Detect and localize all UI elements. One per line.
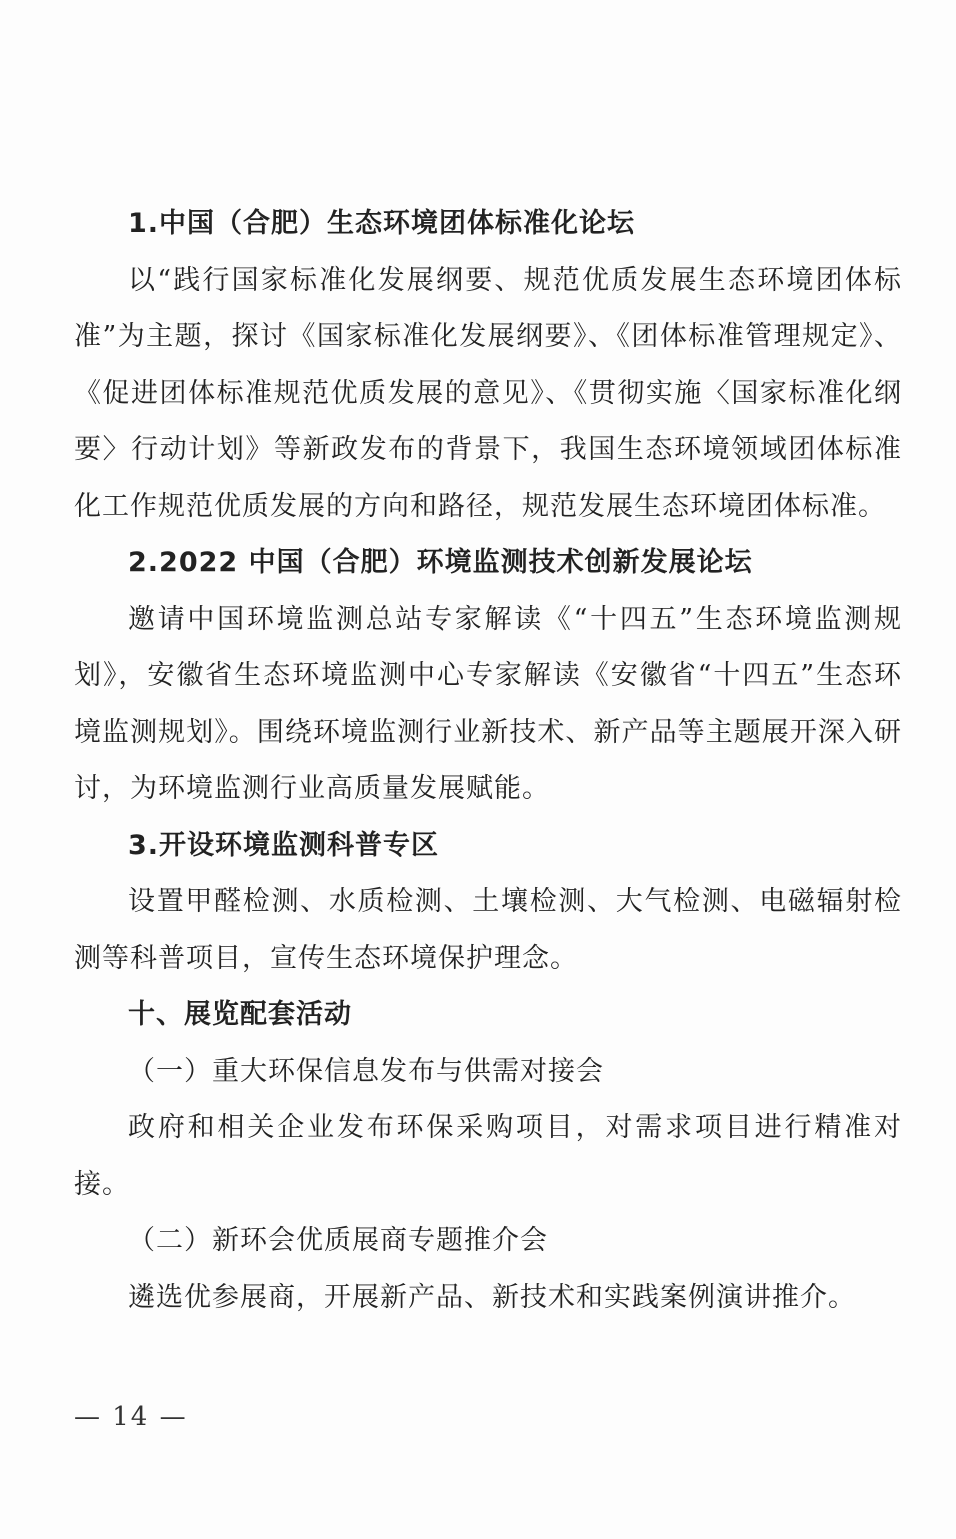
- body-paragraph-exhibitor-promotion: 遴选优参展商，开展新产品、新技术和实践案例演讲推介。: [128, 1281, 856, 1313]
- document-body: [74, 196, 902, 1326]
- body-paragraph-forum-2: 邀请中国环境监测总站专家解读《“十四五”生态环境监测规划》，安徽省生态环境监测中心专家解读《安徽省“十四五”生态环境监测规划》。围绕环境监测行业新技术、新产品等主题展开深入研讨，为环境监测行业高质量发展赋能。: [74, 603, 902, 804]
- section-heading-forum-2: 2.2022 中国（合肥）环境监测技术创新发展论坛: [128, 547, 753, 578]
- subheading-exhibitor-promotion: （二）新环会优质展商专题推介会: [128, 1225, 548, 1256]
- chapter-heading-supporting-activities: 十、展览配套活动: [128, 999, 352, 1030]
- subheading-info-release: （一）重大环保信息发布与供需对接会: [128, 1055, 604, 1087]
- body-paragraph-science-zone: 设置甲醛检测、水质检测、土壤检测、大气检测、电磁辐射检测等科普项目，宣传生态环境保护理念。: [74, 886, 902, 974]
- section-heading-science-zone: 3.开设环境监测科普专区: [128, 829, 440, 861]
- body-paragraph-forum-1: 以“践行国家标准化发展纲要、规范优质发展生态环境团体标准”为主题，探讨《国家标准化发展纲要》、《团体标准管理规定》、《促进团体标准规范优质发展的意见》、《贯彻实施〈国家标准化纲要〉行动计划》等新政发布的背景下，我国生态环境领域团体标准化工作规范优质发展的方向和路径，规范发展生态环境团体标准。: [74, 264, 902, 522]
- body-paragraph-info-release: 政府和相关企业发布环保采购项目，对需求项目进行精准对接。: [74, 1112, 902, 1200]
- section-heading-forum-1: 1.中国（合肥）生态环境团体标准化论坛: [128, 208, 636, 239]
- page-number: — 14 —: [74, 1402, 188, 1432]
